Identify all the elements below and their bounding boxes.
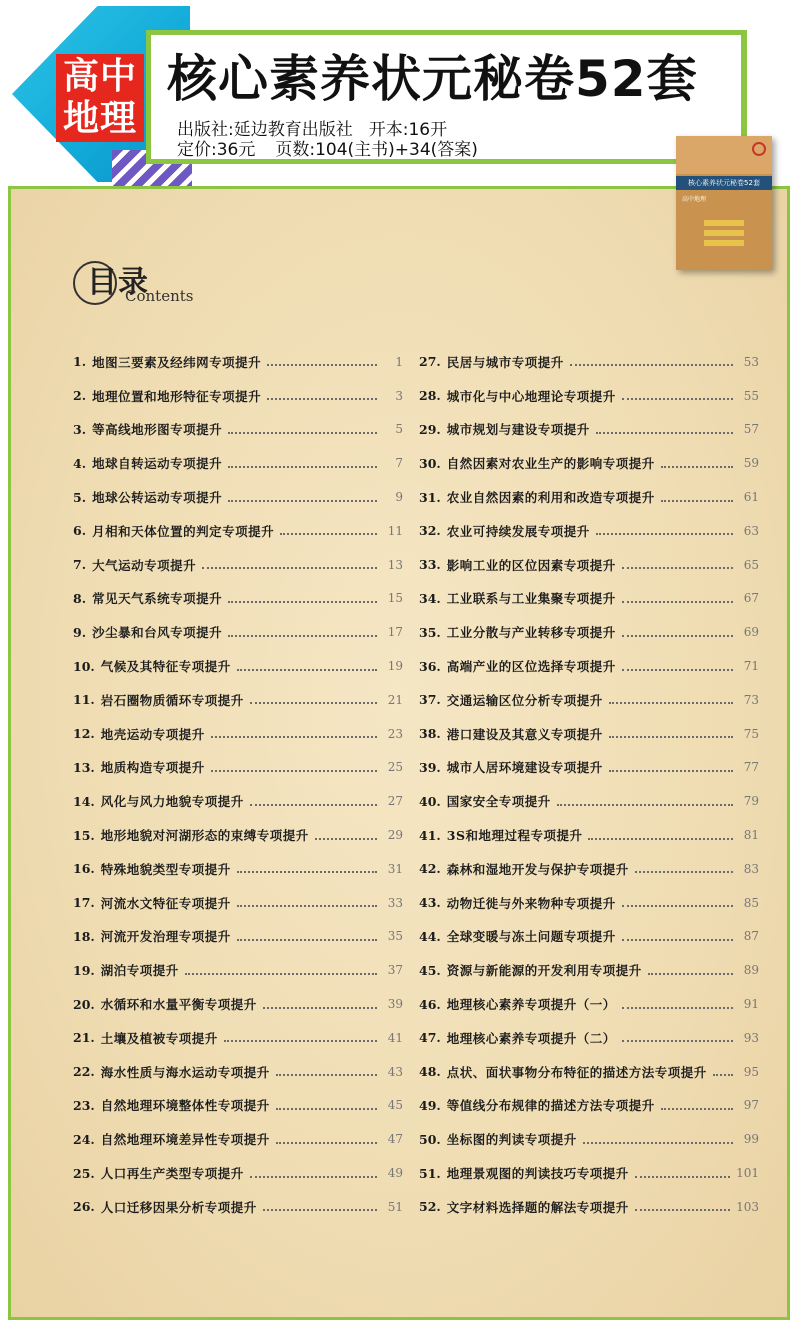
toc-item-title: 地图三要素及经纬网专项提升 <box>92 354 262 370</box>
toc-item-number: 36. <box>419 658 441 674</box>
toc-item-page: 29 <box>387 828 403 843</box>
toc-item-number: 10. <box>73 658 95 674</box>
toc-item-title: 工业联系与工业集聚专项提升 <box>446 591 616 607</box>
book-cover-tag <box>704 240 744 246</box>
toc-item-title: 农业可持续发展专项提升 <box>446 523 590 539</box>
toc-item-page: 1 <box>395 354 403 369</box>
contents-title-en: Contents <box>125 287 194 305</box>
toc-item <box>73 480 403 514</box>
publisher-logo-icon <box>752 142 766 156</box>
toc-item-page: 11 <box>387 523 403 538</box>
toc-leader-dots <box>609 769 733 772</box>
toc-item-title: 地球公转运动专项提升 <box>92 490 223 506</box>
toc-item-number: 41. <box>419 827 441 843</box>
toc-item-title: 海水性质与海水运动专项提升 <box>100 1064 270 1080</box>
toc-item <box>73 1156 403 1190</box>
toc-leader-dots <box>570 363 733 366</box>
format-text: 开本:16开 <box>368 120 448 140</box>
toc-item-title: 城市人居环境建设专项提升 <box>446 760 603 776</box>
toc-item-number: 18. <box>73 928 95 944</box>
toc-leader-dots <box>622 668 733 671</box>
toc-item <box>419 852 759 886</box>
toc-item-title: 人口迁移因果分析专项提升 <box>100 1199 257 1215</box>
toc-leader-dots <box>211 769 377 772</box>
toc-leader-dots <box>596 431 733 434</box>
toc-item-number: 43. <box>419 895 441 911</box>
toc-item <box>419 1190 759 1224</box>
toc-leader-dots <box>276 1107 377 1110</box>
book-cover-tag <box>704 220 744 226</box>
toc-item-title: 土壤及植被专项提升 <box>100 1030 218 1046</box>
pages-text: 页数:104(主书)+34(答案) <box>275 140 478 160</box>
toc-item-number: 15. <box>73 827 95 843</box>
toc-leader-dots <box>661 465 733 468</box>
toc-item-title: 地理核心素养专项提升（二） <box>446 1030 616 1046</box>
toc-item-page: 43 <box>387 1064 403 1079</box>
toc-leader-dots <box>557 803 733 806</box>
toc-item <box>419 548 759 582</box>
toc-item-title: 河流水文特征专项提升 <box>100 895 231 911</box>
toc-item-number: 19. <box>73 962 95 978</box>
toc-item-title: 岩石圈物质循环专项提升 <box>100 692 244 708</box>
toc-leader-dots <box>250 701 377 704</box>
toc-item-number: 50. <box>419 1131 441 1147</box>
toc-item-title: 沙尘暴和台风专项提升 <box>92 625 223 641</box>
toc-item-page: 25 <box>387 760 403 775</box>
toc-item-page: 91 <box>743 997 759 1012</box>
toc-item <box>419 920 759 954</box>
toc-item <box>73 379 403 413</box>
toc-leader-dots <box>661 1107 733 1110</box>
toc-item-page: 47 <box>387 1132 403 1147</box>
toc-item-number: 25. <box>73 1165 95 1181</box>
toc-item-title: 自然因素对农业生产的影响专项提升 <box>446 456 655 472</box>
toc-item <box>73 649 403 683</box>
toc-item-number: 9. <box>73 624 87 640</box>
toc-item-title: 地形地貌对河湖形态的束缚专项提升 <box>100 828 309 844</box>
toc-item-number: 37. <box>419 692 441 708</box>
toc-item-number: 31. <box>419 489 441 505</box>
toc-item-page: 27 <box>387 794 403 809</box>
toc-item-title: 风化与风力地貌专项提升 <box>100 794 244 810</box>
toc-item-page: 31 <box>387 861 403 876</box>
toc-leader-dots <box>588 837 733 840</box>
toc-right-column <box>419 345 759 1224</box>
toc-item <box>419 717 759 751</box>
toc-item <box>419 514 759 548</box>
toc-item-page: 87 <box>743 929 759 944</box>
toc-leader-dots <box>609 735 733 738</box>
toc-leader-dots <box>622 600 733 603</box>
toc-item <box>73 818 403 852</box>
toc-left-column <box>73 345 403 1224</box>
toc-item-title: 常见天气系统专项提升 <box>92 591 223 607</box>
toc-item-page: 67 <box>743 591 759 606</box>
toc-item <box>419 987 759 1021</box>
info-line-2 <box>177 135 478 160</box>
toc-item-number: 8. <box>73 590 87 606</box>
toc-item-page: 17 <box>387 625 403 640</box>
toc-item-number: 29. <box>419 421 441 437</box>
toc-item-number: 34. <box>419 590 441 606</box>
toc-item <box>419 345 759 379</box>
subject-line-1: 高中 <box>62 56 137 97</box>
toc-item-page: 65 <box>743 557 759 572</box>
toc-leader-dots <box>237 904 377 907</box>
toc-item-page: 51 <box>387 1199 403 1214</box>
toc-leader-dots <box>237 870 377 873</box>
toc-item-page: 5 <box>395 422 403 437</box>
contents-panel <box>8 186 790 1320</box>
toc-item-number: 6. <box>73 523 87 539</box>
toc-item <box>73 1122 403 1156</box>
toc-item-title: 湖泊专项提升 <box>100 963 179 979</box>
toc-item-number: 13. <box>73 759 95 775</box>
toc-item-title: 港口建设及其意义专项提升 <box>446 726 603 742</box>
toc-item <box>419 784 759 818</box>
toc-item-title: 3S和地理过程专项提升 <box>446 828 583 844</box>
toc-item-page: 73 <box>743 692 759 707</box>
toc-item-page: 79 <box>743 794 759 809</box>
toc-leader-dots <box>185 972 377 975</box>
toc-item-number: 46. <box>419 996 441 1012</box>
toc-leader-dots <box>267 397 377 400</box>
toc-item-title: 地壳运动专项提升 <box>100 726 205 742</box>
toc-item-page: 19 <box>387 659 403 674</box>
toc-leader-dots <box>622 1039 733 1042</box>
toc-item-number: 17. <box>73 895 95 911</box>
toc-leader-dots <box>315 837 377 840</box>
toc-item <box>419 1089 759 1123</box>
book-title: 核心素养状元秘卷52套 <box>167 50 698 108</box>
toc-leader-dots <box>635 870 733 873</box>
toc-item <box>73 1021 403 1055</box>
toc-item-number: 4. <box>73 455 87 471</box>
toc-item-page: 99 <box>743 1132 759 1147</box>
toc-item-title: 民居与城市专项提升 <box>446 354 564 370</box>
toc-leader-dots <box>609 701 733 704</box>
toc-leader-dots <box>237 668 377 671</box>
toc-item-title: 高端产业的区位选择专项提升 <box>446 659 616 675</box>
toc-item-page: 93 <box>743 1030 759 1045</box>
toc-item <box>419 582 759 616</box>
toc-item <box>73 751 403 785</box>
subject-line-2: 地理 <box>62 98 137 139</box>
toc-item-number: 26. <box>73 1199 95 1215</box>
toc-leader-dots <box>263 1006 377 1009</box>
toc-item-page: 83 <box>743 861 759 876</box>
toc-leader-dots <box>622 938 733 941</box>
toc-leader-dots <box>622 634 733 637</box>
toc-item-page: 61 <box>743 490 759 505</box>
toc-item <box>419 1055 759 1089</box>
subject-badge <box>56 54 144 142</box>
toc-item <box>73 413 403 447</box>
book-cover-subject: 高中地理 <box>682 196 707 203</box>
toc-item-page: 15 <box>387 591 403 606</box>
toc-item <box>73 446 403 480</box>
toc-leader-dots <box>622 397 733 400</box>
toc-item-number: 16. <box>73 861 95 877</box>
toc-item-page: 3 <box>395 388 403 403</box>
toc-item <box>419 751 759 785</box>
toc-item-number: 38. <box>419 726 441 742</box>
toc-item-number: 32. <box>419 523 441 539</box>
toc-item-number: 35. <box>419 624 441 640</box>
toc-item-page: 97 <box>743 1098 759 1113</box>
toc-item-title: 农业自然因素的利用和改造专项提升 <box>446 490 655 506</box>
toc-item-number: 52. <box>419 1199 441 1215</box>
toc-item-page: 57 <box>743 422 759 437</box>
contents-title-cn: 目录 <box>87 265 149 300</box>
toc-item-title: 地理景观图的判读技巧专项提升 <box>446 1166 629 1182</box>
toc-item <box>73 514 403 548</box>
toc-item-number: 5. <box>73 489 87 505</box>
toc-leader-dots <box>583 1141 733 1144</box>
toc-item-number: 27. <box>419 354 441 370</box>
toc-item-number: 11. <box>73 692 95 708</box>
toc-item-number: 2. <box>73 388 87 404</box>
toc-leader-dots <box>224 1039 377 1042</box>
toc-item-page: 89 <box>743 963 759 978</box>
toc-item-number: 33. <box>419 557 441 573</box>
toc-item <box>73 852 403 886</box>
toc-item-number: 49. <box>419 1097 441 1113</box>
toc-item <box>419 818 759 852</box>
toc-item <box>73 1055 403 1089</box>
toc-item-title: 水循环和水量平衡专项提升 <box>100 997 257 1013</box>
toc-item-page: 103 <box>736 1199 759 1214</box>
toc-item-title: 地理核心素养专项提升（一） <box>446 997 616 1013</box>
toc-item-page: 81 <box>743 828 759 843</box>
toc-item-page: 55 <box>743 388 759 403</box>
publisher-text: 出版社:延边教育出版社 <box>177 120 353 140</box>
toc-item-page: 39 <box>387 997 403 1012</box>
toc-item-title: 城市规划与建设专项提升 <box>446 422 590 438</box>
toc-item-page: 75 <box>743 726 759 741</box>
toc-item-title: 资源与新能源的开发利用专项提升 <box>446 963 642 979</box>
toc-item-number: 1. <box>73 354 87 370</box>
toc-item <box>419 615 759 649</box>
toc-item-title: 文字材料选择题的解法专项提升 <box>446 1199 629 1215</box>
toc-item-page: 63 <box>743 523 759 538</box>
toc-item-title: 特殊地貌类型专项提升 <box>100 861 231 877</box>
toc-item <box>419 1156 759 1190</box>
toc-item-number: 30. <box>419 455 441 471</box>
book-cover-tag <box>704 230 744 236</box>
toc-item <box>73 717 403 751</box>
toc-item-title: 大气运动专项提升 <box>92 557 197 573</box>
toc-leader-dots <box>228 600 377 603</box>
toc-item-title: 工业分散与产业转移专项提升 <box>446 625 616 641</box>
toc-item-number: 42. <box>419 861 441 877</box>
toc-leader-dots <box>250 1175 377 1178</box>
toc-item-number: 23. <box>73 1097 95 1113</box>
toc-item-title: 森林和湿地开发与保护专项提升 <box>446 861 629 877</box>
toc-item-number: 48. <box>419 1064 441 1080</box>
toc-item <box>73 987 403 1021</box>
toc-leader-dots <box>280 532 377 535</box>
toc-item <box>419 953 759 987</box>
title-box <box>146 30 747 164</box>
toc-leader-dots <box>267 363 377 366</box>
toc-leader-dots <box>635 1175 730 1178</box>
toc-leader-dots <box>263 1208 377 1211</box>
toc-item <box>419 1122 759 1156</box>
toc-item-number: 40. <box>419 793 441 809</box>
toc-leader-dots <box>596 532 733 535</box>
toc-item-page: 49 <box>387 1166 403 1181</box>
toc-leader-dots <box>661 499 733 502</box>
toc-item <box>419 1021 759 1055</box>
toc-item <box>73 345 403 379</box>
toc-item-title: 坐标图的判读专项提升 <box>446 1132 577 1148</box>
toc-item-page: 37 <box>387 963 403 978</box>
toc-item <box>73 953 403 987</box>
toc-item-number: 20. <box>73 996 95 1012</box>
toc-item-page: 13 <box>387 557 403 572</box>
toc-item <box>419 446 759 480</box>
toc-leader-dots <box>237 938 377 941</box>
toc-item-title: 交通运输区位分析专项提升 <box>446 692 603 708</box>
toc-item-page: 59 <box>743 456 759 471</box>
toc-item-title: 人口再生产类型专项提升 <box>100 1166 244 1182</box>
toc-leader-dots <box>622 904 733 907</box>
toc-item-page: 53 <box>743 354 759 369</box>
toc-leader-dots <box>228 634 377 637</box>
toc-item <box>419 886 759 920</box>
toc-item <box>419 480 759 514</box>
toc-item-title: 月相和天体位置的判定专项提升 <box>92 523 275 539</box>
toc-item <box>419 379 759 413</box>
toc-leader-dots <box>276 1141 377 1144</box>
toc-leader-dots <box>648 972 733 975</box>
toc-item-number: 45. <box>419 962 441 978</box>
toc-item <box>73 582 403 616</box>
book-cover-thumbnail <box>676 136 772 270</box>
toc-item-number: 14. <box>73 793 95 809</box>
toc-item-number: 39. <box>419 759 441 775</box>
toc-leader-dots <box>228 465 377 468</box>
toc-item-page: 101 <box>736 1166 759 1181</box>
price-text: 定价:36元 <box>177 140 256 160</box>
toc-item-title: 等高线地形图专项提升 <box>92 422 223 438</box>
toc-item-page: 77 <box>743 760 759 775</box>
toc-leader-dots <box>713 1073 733 1076</box>
toc-leader-dots <box>211 735 377 738</box>
toc-item-title: 全球变暖与冻土问题专项提升 <box>446 929 616 945</box>
toc-item-page: 33 <box>387 895 403 910</box>
toc-item-page: 23 <box>387 726 403 741</box>
toc-item-title: 动物迁徙与外来物种专项提升 <box>446 895 616 911</box>
toc-item-number: 3. <box>73 421 87 437</box>
toc-leader-dots <box>250 803 377 806</box>
toc-item <box>419 413 759 447</box>
toc-item-page: 9 <box>395 490 403 505</box>
toc-item <box>419 649 759 683</box>
toc-item-page: 95 <box>743 1064 759 1079</box>
toc-leader-dots <box>622 566 733 569</box>
toc-item-title: 自然地理环境整体性专项提升 <box>100 1098 270 1114</box>
toc-item-title: 地理位置和地形特征专项提升 <box>92 388 262 404</box>
toc-item <box>73 683 403 717</box>
toc-item-page: 41 <box>387 1030 403 1045</box>
toc-item <box>73 784 403 818</box>
toc-item-number: 22. <box>73 1064 95 1080</box>
toc-item-title: 国家安全专项提升 <box>446 794 551 810</box>
toc-item-title: 河流开发治理专项提升 <box>100 929 231 945</box>
toc-item-number: 47. <box>419 1030 441 1046</box>
toc-leader-dots <box>202 566 377 569</box>
toc-item <box>73 920 403 954</box>
toc-item-page: 35 <box>387 929 403 944</box>
toc-item-number: 28. <box>419 388 441 404</box>
toc-item-page: 45 <box>387 1098 403 1113</box>
toc-leader-dots <box>622 1006 733 1009</box>
toc-item-page: 21 <box>387 692 403 707</box>
toc-leader-dots <box>228 431 377 434</box>
toc-item <box>419 683 759 717</box>
toc-item-number: 24. <box>73 1131 95 1147</box>
book-cover-title: 核心素养状元秘卷52套 <box>688 179 760 187</box>
toc-item-number: 21. <box>73 1030 95 1046</box>
toc-item-title: 点状、面状事物分布特征的描述方法专项提升 <box>446 1064 707 1080</box>
toc-item <box>73 886 403 920</box>
toc-item-title: 影响工业的区位因素专项提升 <box>446 557 616 573</box>
toc-item-title: 气候及其特征专项提升 <box>100 659 231 675</box>
toc-item-number: 51. <box>419 1165 441 1181</box>
toc-leader-dots <box>228 499 377 502</box>
toc-item-page: 71 <box>743 659 759 674</box>
toc-item-number: 44. <box>419 928 441 944</box>
toc-item <box>73 1190 403 1224</box>
toc-item-page: 7 <box>395 456 403 471</box>
toc-item-number: 7. <box>73 557 87 573</box>
toc-item <box>73 1089 403 1123</box>
toc-item <box>73 615 403 649</box>
toc-item-title: 等值线分布规律的描述方法专项提升 <box>446 1098 655 1114</box>
toc-item-title: 城市化与中心地理论专项提升 <box>446 388 616 404</box>
toc-item-page: 85 <box>743 895 759 910</box>
toc-item-title: 地质构造专项提升 <box>100 760 205 776</box>
toc-item-page: 69 <box>743 625 759 640</box>
toc-leader-dots <box>635 1208 730 1211</box>
toc-leader-dots <box>276 1073 377 1076</box>
toc-item <box>73 548 403 582</box>
toc-item-title: 地球自转运动专项提升 <box>92 456 223 472</box>
toc-item-title: 自然地理环境差异性专项提升 <box>100 1132 270 1148</box>
toc-item-number: 12. <box>73 726 95 742</box>
